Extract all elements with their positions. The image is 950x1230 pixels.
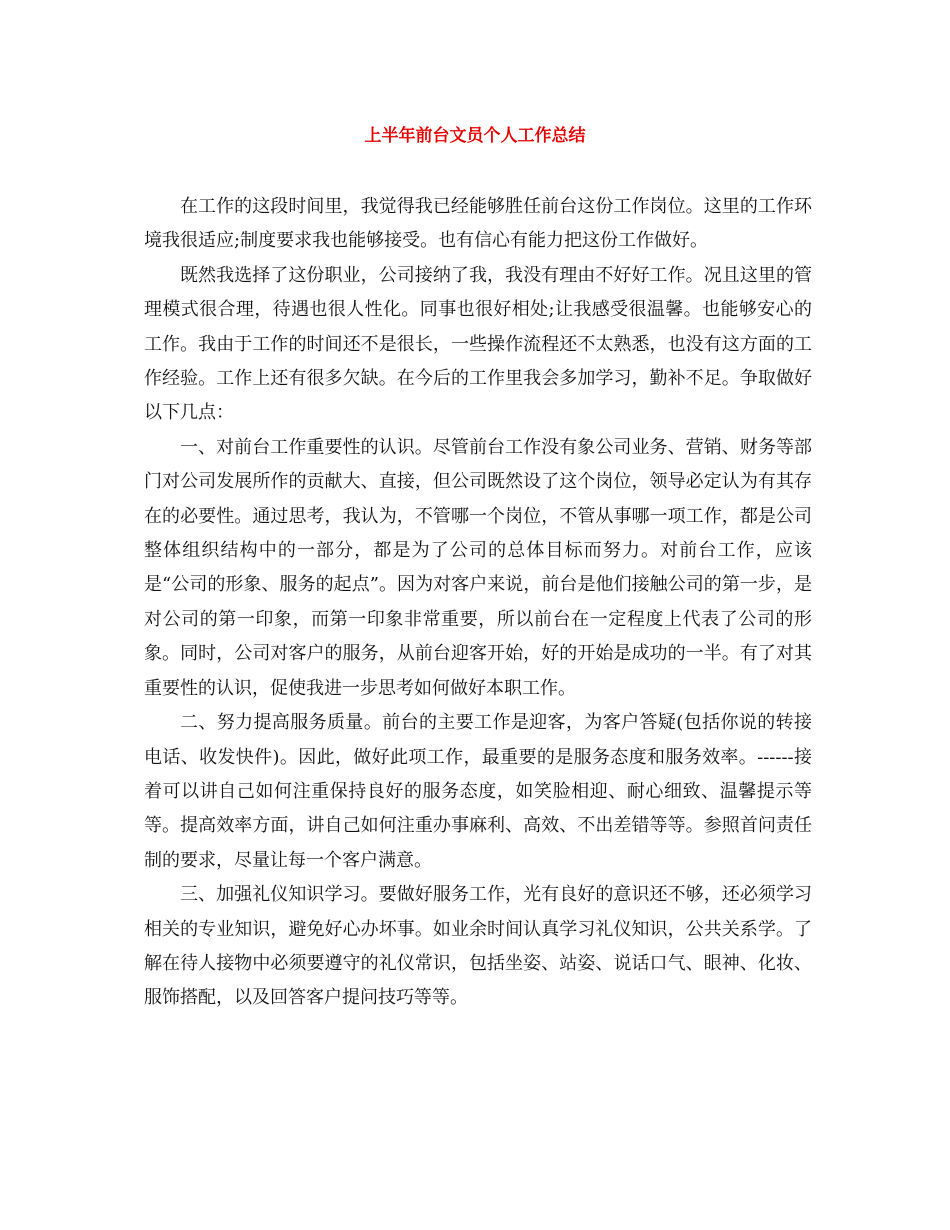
paragraph: 既然我选择了这份职业，公司接纳了我，我没有理由不好好工作。况且这里的管理模式很合理，待遇也很人性化。同事也很好相处;让我感受很温馨。也能够安心的工作。我由于工作的时间还不是很长，一些操作流程还不太熟悉，也没有这方面的工作经验。工作上还有很多欠缺。在今后的工作里我会多加学习，勤补不足。争取做好以下几点： xyxy=(144,264,812,424)
paragraph: 三、加强礼仪知识学习。要做好服务工作，光有良好的意识还不够，还必须学习相关的专业知识，避免好心办坏事。如业余时间认真学习礼仪知识，公共关系学。了解在待人接物中必须要遵守的礼仪常识，包括坐姿、站姿、说话口气、眼神、化妆、服饰搭配，以及回答客户提问技巧等等。 xyxy=(144,884,812,1009)
paragraph: 在工作的这段时间里，我觉得我已经能够胜任前台这份工作岗位。这里的工作环境我很适应;制度要求我也能够接受。也有信心有能力把这份工作做好。 xyxy=(144,196,812,252)
paragraph: 一、对前台工作重要性的认识。尽管前台工作没有象公司业务、营销、财务等部门对公司发展所作的贡献大、直接，但公司既然设了这个岗位，领导必定认为有其存在的必要性。通过思考，我认为，不管哪一个岗位，不管从事哪一项工作，都是公司整体组织结构中的一部分，都是为了公司的总体目标而努力。对前台工作，应该是“公司的形象、服务的起点”。因为对客户来说，前台是他们接触公司的第一步，是对公司的第一印象，而第一印象非常重要，所以前台在一定程度上代表了公司的形象。同时，公司对客户的服务，从前台迎客开始，好的开始是成功的一半。有了对其重要性的认识，促使我进一步思考如何做好本职工作。 xyxy=(144,436,812,699)
document-title: 上半年前台文员个人工作总结 xyxy=(364,126,586,146)
paragraph: 二、努力提高服务质量。前台的主要工作是迎客，为客户答疑(包括你说的转接电话、收发快件)。因此，做好此项工作，最重要的是服务态度和服务效率。------接着可以讲自己如何注重保持良好的服务态度，如笑脸相迎、耐心细致、温馨提示等等。提高效率方面，讲自己如何注重办事麻利、高效、不出差错等等。参照首问责任制的要求，尽量让每一个客户满意。 xyxy=(144,712,812,871)
document-body xyxy=(144,190,812,1016)
